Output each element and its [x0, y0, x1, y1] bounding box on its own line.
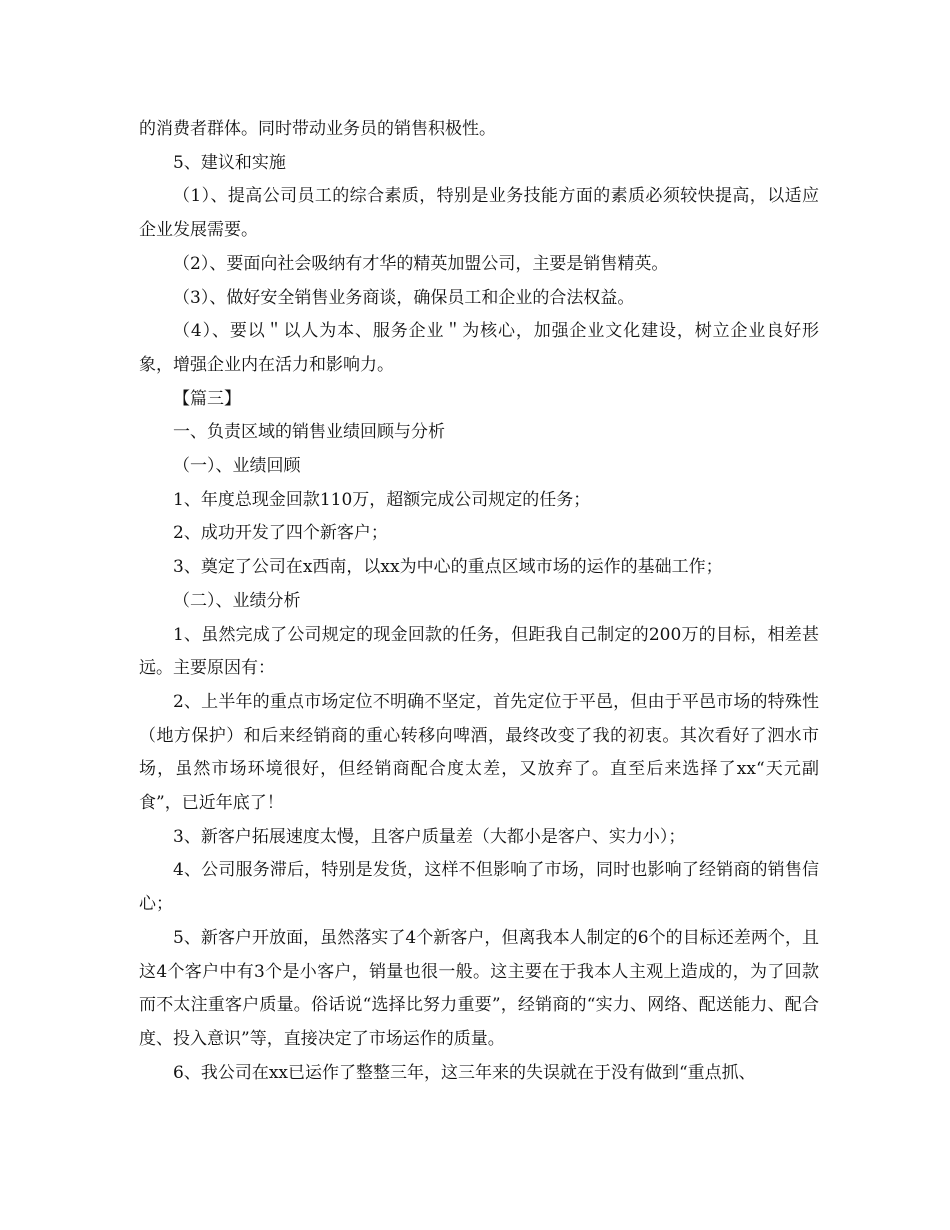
document-body: [139, 113, 819, 1090]
paragraph-7: 一、负责区域的销售业绩回顾与分析: [173, 422, 445, 443]
paragraph-0: 的消费者群体。同时带动业务员的销售积极性。: [139, 119, 496, 139]
paragraph-17: 5、新客户开放面，虽然落实了4个新客户，但离我本人制定的6个的目标还差两个，且这4个客户中有3个是小客户，销量也很一般。这主要在于我本人主观上造成的，为了回款而不太注重客户质量。俗话说“选择比努力重要”，经销商的“实力、网络、配送能力、配合度、投入意识”等，直接决定了市场运作的质量。: [139, 927, 819, 1049]
paragraph-12: （二）、业绩分析: [173, 590, 301, 611]
paragraph-11: 3、奠定了公司在x西南，以xx为中心的重点区域市场的运作的基础工作；: [173, 557, 723, 578]
paragraph-8: （一）、业绩回顾: [173, 456, 301, 477]
section-heading: 【篇三】: [173, 388, 241, 409]
paragraph-10: 2、成功开发了四个新客户；: [173, 523, 388, 544]
paragraph-9: 1、年度总现金回款110万，超额完成公司规定的任务；: [173, 489, 591, 510]
paragraph-14: 2、上半年的重点市场定位不明确不坚定，首先定位于平邑，但由于平邑市场的特殊性（地方保护）和后来经销商的重心转移向啤酒，最终改变了我的初衷。其次看好了泗水市场，虽然市场环境很好，但经销商配合度太差，又放弃了。直至后来选择了xx“天元副食”，已近年底了！: [139, 691, 819, 814]
paragraph-2: （1）、提高公司员工的综合素质，特别是业务技能方面的素质必须较快提高，以适应企业发展需要。: [139, 186, 819, 241]
paragraph-16: 4、公司服务滞后，特别是发货，这样不但影响了市场，同时也影响了经销商的销售信心；: [139, 860, 819, 915]
paragraph-3: （2）、要面向社会吸纳有才华的精英加盟公司，主要是销售精英。: [173, 253, 669, 274]
paragraph-18: 6、我公司在xx已运作了整整三年，这三年来的失误就在于没有做到“重点抓、: [173, 1062, 756, 1083]
paragraph-13: 1、虽然完成了公司规定的现金回款的任务，但距我自己制定的200万的目标，相差甚远。主要原因有：: [139, 624, 819, 679]
paragraph-5: （4）、要以＂以人为本、服务企业＂为核心，加强企业文化建设，树立企业良好形象，增强企业内在活力和影响力。: [139, 321, 819, 375]
paragraph-1: 5、建议和实施: [173, 152, 286, 173]
paragraph-4: （3）、做好安全销售业务商谈，确保员工和企业的合法权益。: [173, 287, 635, 308]
paragraph-15: 3、新客户拓展速度太慢，且客户质量差（大都小是客户、实力小）；: [173, 826, 686, 847]
